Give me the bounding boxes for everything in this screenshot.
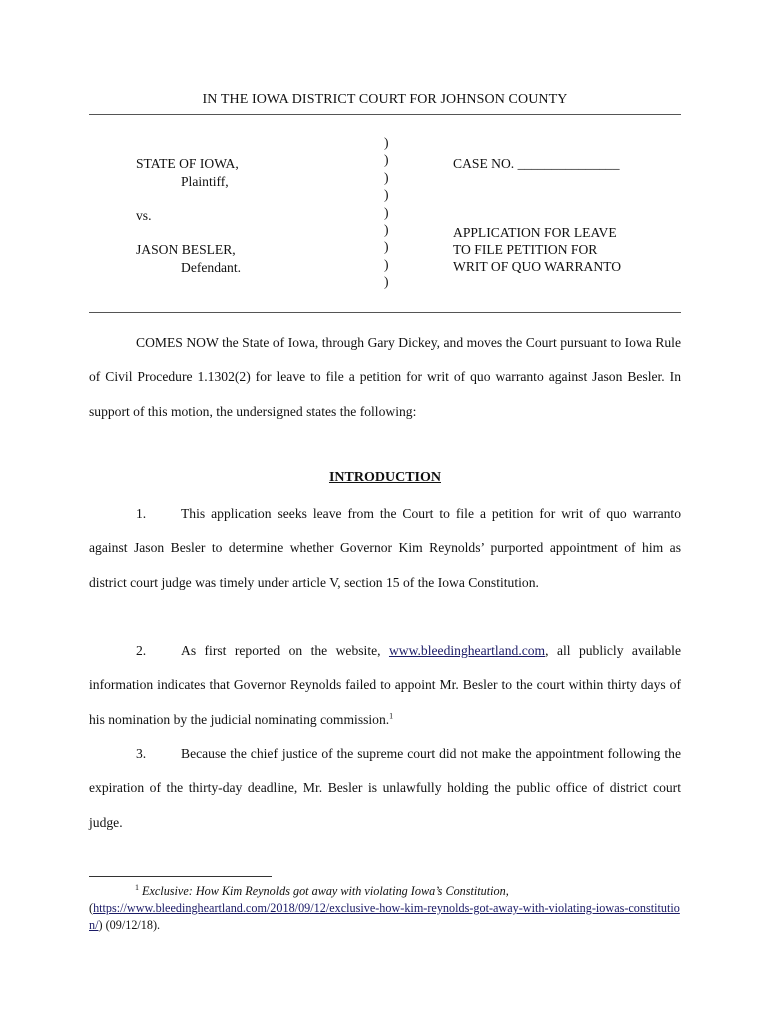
caption-paren: ) bbox=[384, 135, 389, 150]
caption-paren: ) bbox=[384, 256, 389, 272]
numbered-paragraph-2 bbox=[89, 634, 681, 737]
caption-paren: ) bbox=[384, 152, 389, 168]
defendant-role: Defendant. bbox=[181, 260, 242, 275]
court-title: IN THE IOWA DISTRICT COURT FOR JOHNSON COUNTY bbox=[202, 92, 568, 107]
section-heading: INTRODUCTION bbox=[328, 470, 441, 485]
footnote-open-paren: ( bbox=[89, 901, 94, 915]
paragraph-text: Because the chief justice of the supreme court did not make the appointment following the expiration of the thirty-day deadline, Mr. Besler is unlawfully holding the public office of district court judge. bbox=[89, 746, 681, 830]
paragraph-number: 2. bbox=[136, 643, 147, 658]
caption-paren: ) bbox=[384, 222, 389, 238]
numbered-paragraph-3 bbox=[89, 737, 681, 840]
versus-label: vs. bbox=[136, 208, 152, 223]
footnote-reference[interactable]: 1 bbox=[389, 711, 394, 721]
footnote-title: Exclusive: How Kim Reynolds got away with violating Iowa’s Constitution, bbox=[142, 884, 509, 898]
paragraph-text: , all publicly available information indicates that Governor Reynolds failed to appoint Mr. Besler to the court within thirty days of his nomination by the judicial nominating commission. bbox=[89, 643, 681, 727]
caption-paren: ) bbox=[384, 239, 389, 255]
caption-paren: ) bbox=[384, 169, 389, 185]
document-title-line3: WRIT OF QUO WARRANTO bbox=[453, 259, 622, 274]
caption-top-rule bbox=[89, 114, 681, 115]
paragraph-text: This application seeks leave from the Court to file a petition for writ of quo warranto against Jason Besler to determine whether Governor Kim Reynolds’ purported appointment of him as district court judge was timely under article V, section 15 of the Iowa Constitution. bbox=[89, 506, 681, 590]
plaintiff-name: STATE OF IOWA, bbox=[136, 156, 239, 171]
defendant-name: JASON BESLER, bbox=[136, 242, 236, 257]
document-title-line1: APPLICATION FOR LEAVE bbox=[453, 225, 617, 240]
website-link[interactable]: www.bleedingheartland.com bbox=[388, 643, 546, 658]
numbered-paragraph-1 bbox=[89, 497, 681, 600]
footnote-url-line bbox=[89, 900, 681, 934]
intro-paragraph: COMES NOW the State of Iowa, through Gary Dickey, and moves the Court pursuant to Iowa Rule of Civil Procedure 1.1302(2) for leave to file a petition for writ of quo warranto against Jason Besler. In support of this motion, the undersigned states the following: bbox=[89, 335, 681, 419]
case-number: CASE NO. _______________ bbox=[453, 156, 620, 171]
paragraph-number: 3. bbox=[136, 746, 147, 761]
footnote-url-link[interactable]: https://www.bleedingheartland.com/2018/09/12/exclusive-how-kim-reynolds-got-away-with-violating-iowas-constitution/ bbox=[89, 901, 680, 932]
footnote-marker: 1 bbox=[135, 882, 139, 892]
caption-bottom-rule bbox=[89, 312, 681, 313]
document-title-line2: TO FILE PETITION FOR bbox=[453, 242, 598, 257]
plaintiff-role: Plaintiff, bbox=[181, 174, 229, 189]
footnote-date: ) (09/12/18). bbox=[98, 918, 161, 932]
caption-paren: ) bbox=[384, 187, 389, 203]
footnote-rule bbox=[89, 876, 272, 877]
caption-paren: ) bbox=[384, 204, 389, 220]
footnote-first-line bbox=[89, 883, 681, 900]
caption-paren-column bbox=[384, 134, 389, 291]
paragraph-number: 1. bbox=[136, 506, 147, 521]
footnote bbox=[89, 883, 681, 934]
caption-paren: ) bbox=[384, 274, 389, 290]
paragraph-text: As first reported on the website, bbox=[181, 643, 389, 658]
